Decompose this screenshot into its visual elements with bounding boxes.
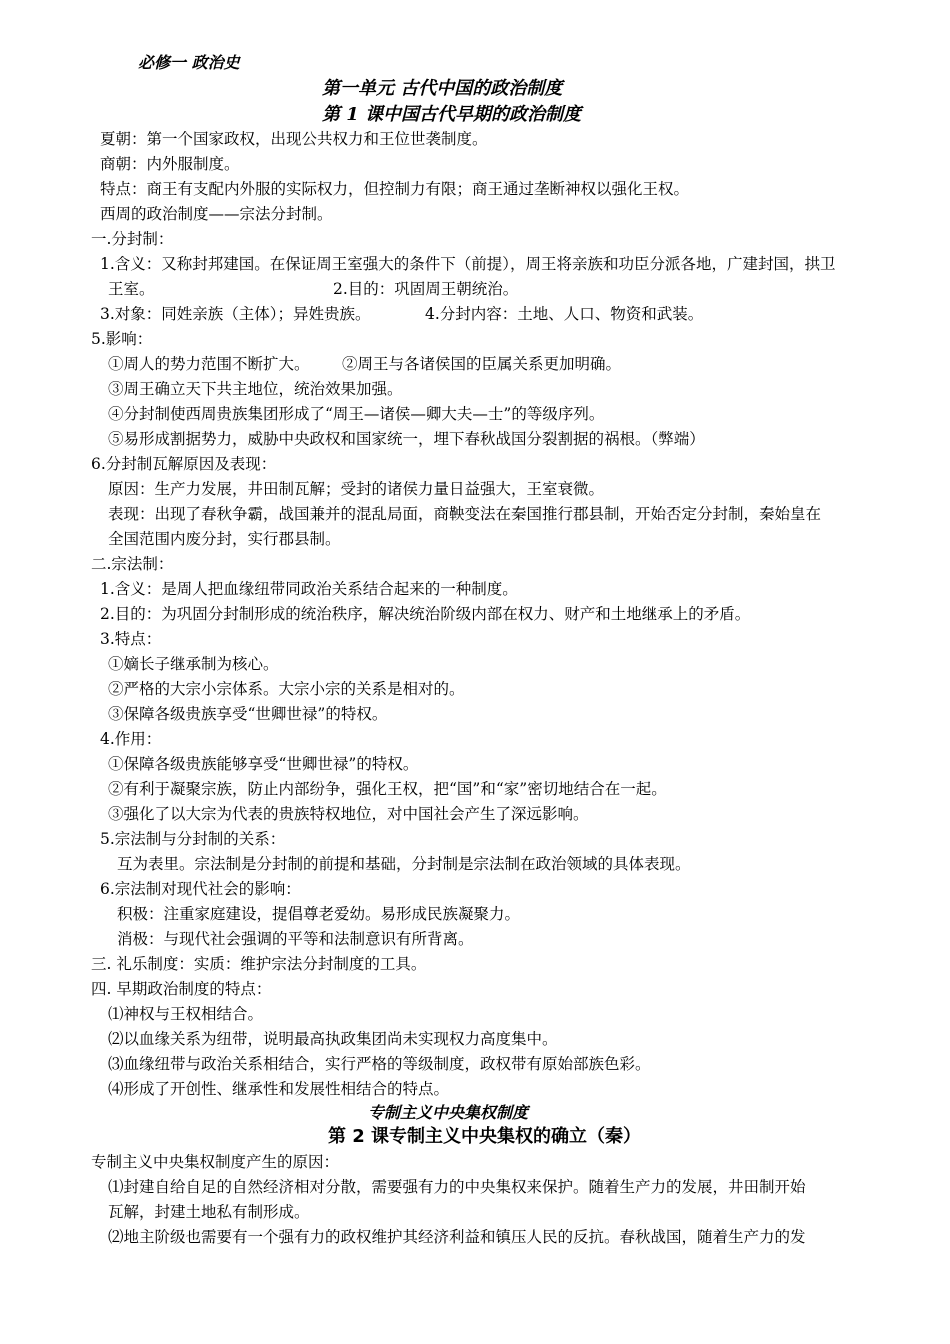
- text-line: 1.含义：又称封邦建国。在保证周王室强大的条件下（前提），周王将亲族和功臣分派各地，广建封国，拱卫: [100, 255, 836, 273]
- text-line: 3.特点：: [100, 630, 162, 648]
- list-item: ①嫡长子继承制为核心。: [108, 655, 279, 673]
- section-heading: 二.宗法制：: [91, 555, 174, 573]
- section-heading: 四. 早期政治制度的特点：: [91, 980, 272, 998]
- text-line: 5.影响：: [91, 330, 153, 348]
- text-line: 4.作用：: [100, 730, 162, 748]
- text-line: 原因：生产力发展，井田制瓦解；受封的诸侯力量日益强大，王室衰微。: [108, 480, 605, 498]
- text-line: 1.含义：是周人把血缘纽带同政治关系结合起来的一种制度。: [100, 580, 518, 598]
- list-item: ⑴封建自给自足的自然经济相对分散，需要强有力的中央集权来保护。随着生产力的发展，井田制开始: [108, 1178, 806, 1196]
- text-line: 2.目的：巩固周王朝统治。: [333, 280, 519, 298]
- list-item: ②周王与各诸侯国的臣属关系更加明确。: [342, 355, 622, 373]
- lesson2-title: 第 2 课专制主义中央集权的确立（秦）: [328, 1126, 642, 1147]
- course-label: 必修一 政治史: [138, 53, 240, 72]
- section-heading: 三. 礼乐制度：实质：维护宗法分封制度的工具。: [91, 955, 427, 973]
- text-line: 特点：商王有支配内外服的实际权力，但控制力有限；商王通过垄断神权以强化王权。: [100, 180, 690, 198]
- text-line: 西周的政治制度——宗法分封制。: [100, 205, 333, 223]
- list-item: ①周人的势力范围不断扩大。: [108, 355, 310, 373]
- text-line: 4.分封内容：土地、人口、物资和武装。: [425, 305, 704, 323]
- text-line: 消极：与现代社会强调的平等和法制意识有所背离。: [117, 930, 474, 948]
- text-line: 2.目的：为巩固分封制形成的统治秩序，解决统治阶级内部在权力、财产和土地继承上的矛盾。: [100, 605, 751, 623]
- text-line: 5.宗法制与分封制的关系：: [100, 830, 286, 848]
- list-item: ⑤易形成割据势力，威胁中央政权和国家统一，埋下春秋战国分裂割据的祸根。（弊端）: [108, 430, 705, 448]
- list-item: ⑷形成了开创性、继承性和发展性相结合的特点。: [108, 1080, 450, 1098]
- text-line: 积极：注重家庭建设，提倡尊老爱幼。易形成民族凝聚力。: [117, 905, 521, 923]
- list-item: ⑶血缘纽带与政治关系相结合，实行严格的等级制度，政权带有原始部族色彩。: [108, 1055, 651, 1073]
- list-item: ②严格的大宗小宗体系。大宗小宗的关系是相对的。: [108, 680, 465, 698]
- list-item: ②有利于凝聚宗族，防止内部纷争，强化王权，把“国”和“家”密切地结合在一起。: [108, 780, 667, 798]
- text-line: 全国范围内废分封，实行郡县制。: [108, 530, 341, 548]
- section2-heading: 专制主义中央集权制度: [368, 1103, 529, 1122]
- text-line: 夏朝：第一个国家政权，出现公共权力和王位世袭制度。: [100, 130, 488, 148]
- list-item: ③周王确立天下共主地位，统治效果加强。: [108, 380, 403, 398]
- list-item: ④分封制使西周贵族集团形成了“周王—诸侯—卿大夫—士”的等级序列。: [108, 405, 605, 423]
- list-item: ⑵以血缘关系为纽带，说明最高执政集团尚未实现权力高度集中。: [108, 1030, 558, 1048]
- unit-title: 第一单元 古代中国的政治制度: [322, 78, 563, 99]
- text-line: 专制主义中央集权制度产生的原因：: [91, 1153, 340, 1171]
- list-item: ①保障各级贵族能够享受“世卿世禄”的特权。: [108, 755, 419, 773]
- text-line: 6.宗法制对现代社会的影响：: [100, 880, 301, 898]
- text-line: 王室。: [108, 280, 155, 298]
- text-line: 3.对象：同姓亲族（主体）；异姓贵族。: [100, 305, 371, 323]
- list-item: ③强化了以大宗为代表的贵族特权地位，对中国社会产生了深远影响。: [108, 805, 589, 823]
- list-item: ⑵地主阶级也需要有一个强有力的政权维护其经济利益和镇压人民的反抗。春秋战国，随着生产力的发: [108, 1228, 806, 1246]
- text-line: 6.分封制瓦解原因及表现：: [91, 455, 277, 473]
- text-line: 表现：出现了春秋争霸，战国兼并的混乱局面，商鞅变法在秦国推行郡县制，开始否定分封制，秦始皇在: [108, 505, 822, 523]
- text-line: 商朝：内外服制度。: [100, 155, 240, 173]
- lesson1-title: 第 1 课中国古代早期的政治制度: [322, 104, 582, 125]
- text-line: 瓦解，封建土地私有制形成。: [108, 1203, 310, 1221]
- list-item: ⑴神权与王权相结合。: [108, 1005, 264, 1023]
- list-item: ③保障各级贵族享受“世卿世禄”的特权。: [108, 705, 388, 723]
- text-line: 互为表里。宗法制是分封制的前提和基础，分封制是宗法制在政治领域的具体表现。: [117, 855, 691, 873]
- section-heading: 一.分封制：: [91, 230, 174, 248]
